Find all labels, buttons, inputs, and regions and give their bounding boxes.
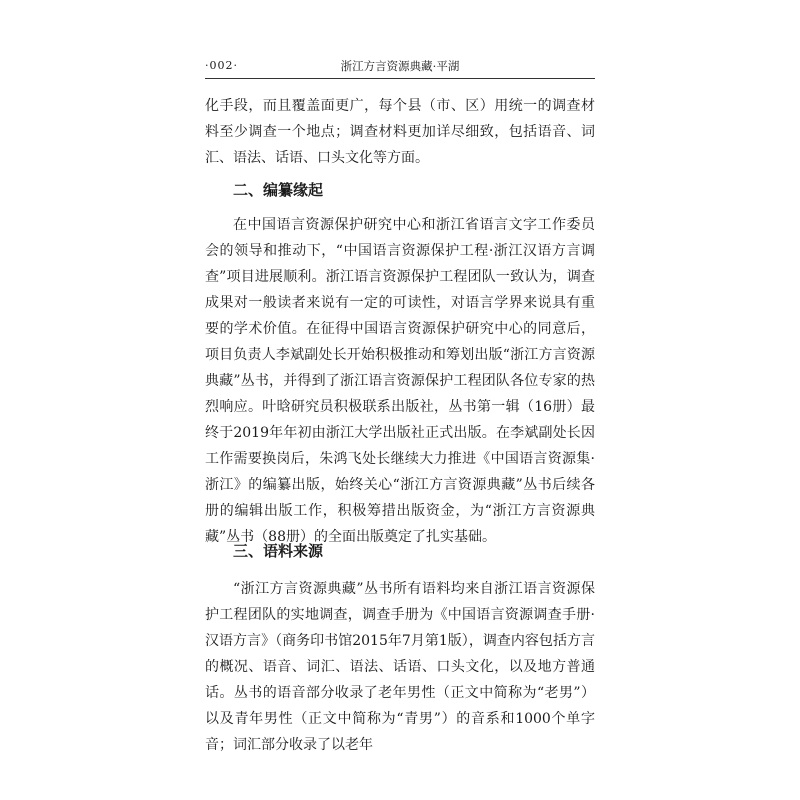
header-title: 浙江方言资源典藏·平湖 <box>340 59 460 73</box>
section-heading-compilation: 二、编纂缘起 <box>233 181 324 199</box>
running-header <box>205 56 595 76</box>
paragraph-sources: “浙江方言资源典藏”丛书所有语料均来自浙江语言资源保护工程团队的实地调查，调查手册为《中国语言资源调查手册·汉语方言》（商务印书馆2015年7月第1版），调查内容包括方言的概况、语音、词汇、语法、话语、口头文化，以及地方普通话。丛书的语音部分收录了老年男性（正文中简称为“老男”）以及青年男性（正文中简称为“青男”）的音系和1000个单字音；词汇部分收录了以老年 <box>205 581 595 753</box>
section-heading-sources: 三、语料来源 <box>233 542 324 560</box>
page-number: ·002· <box>205 59 238 72</box>
paragraph-compilation: 在中国语言资源保护研究中心和浙江省语言文字工作委员会的领导和推动下，“中国语言资源保护工程·浙江汉语方言调查”项目进展顺利。浙江语言资源保护工程团队一致认为，调查成果对一般读者来说有一定的可读性，对语言学界来说具有重要的学术价值。在征得中国语言资源保护研究中心的同意后，项目负责人李斌副处长开始积极推动和筹划出版“浙江方言资源典藏”丛书，并得到了浙江语言资源保护工程团队各位专家的热烈响应。叶晗研究员积极联系出版社，丛书第一辑（16册）最终于2019年年初由浙江大学出版社正式出版。在李斌副处长因工作需要换岗后，朱鸿飞处长继续大力推进《中国语言资源集·浙江》的编纂出版，始终关心“浙江方言资源典藏”丛书后续各册的编辑出版工作，积极筹措出版资金，为“浙江方言资源典藏”丛书（88册）的全面出版奠定了扎实基础。 <box>205 217 595 545</box>
header-rule <box>205 78 595 79</box>
paragraph-continuation: 化手段，而且覆盖面更广，每个县（市、区）用统一的调查材料至少调查一个地点；调查材料更加详尽细致，包括语音、词汇、语法、话语、口头文化等方面。 <box>205 98 595 166</box>
